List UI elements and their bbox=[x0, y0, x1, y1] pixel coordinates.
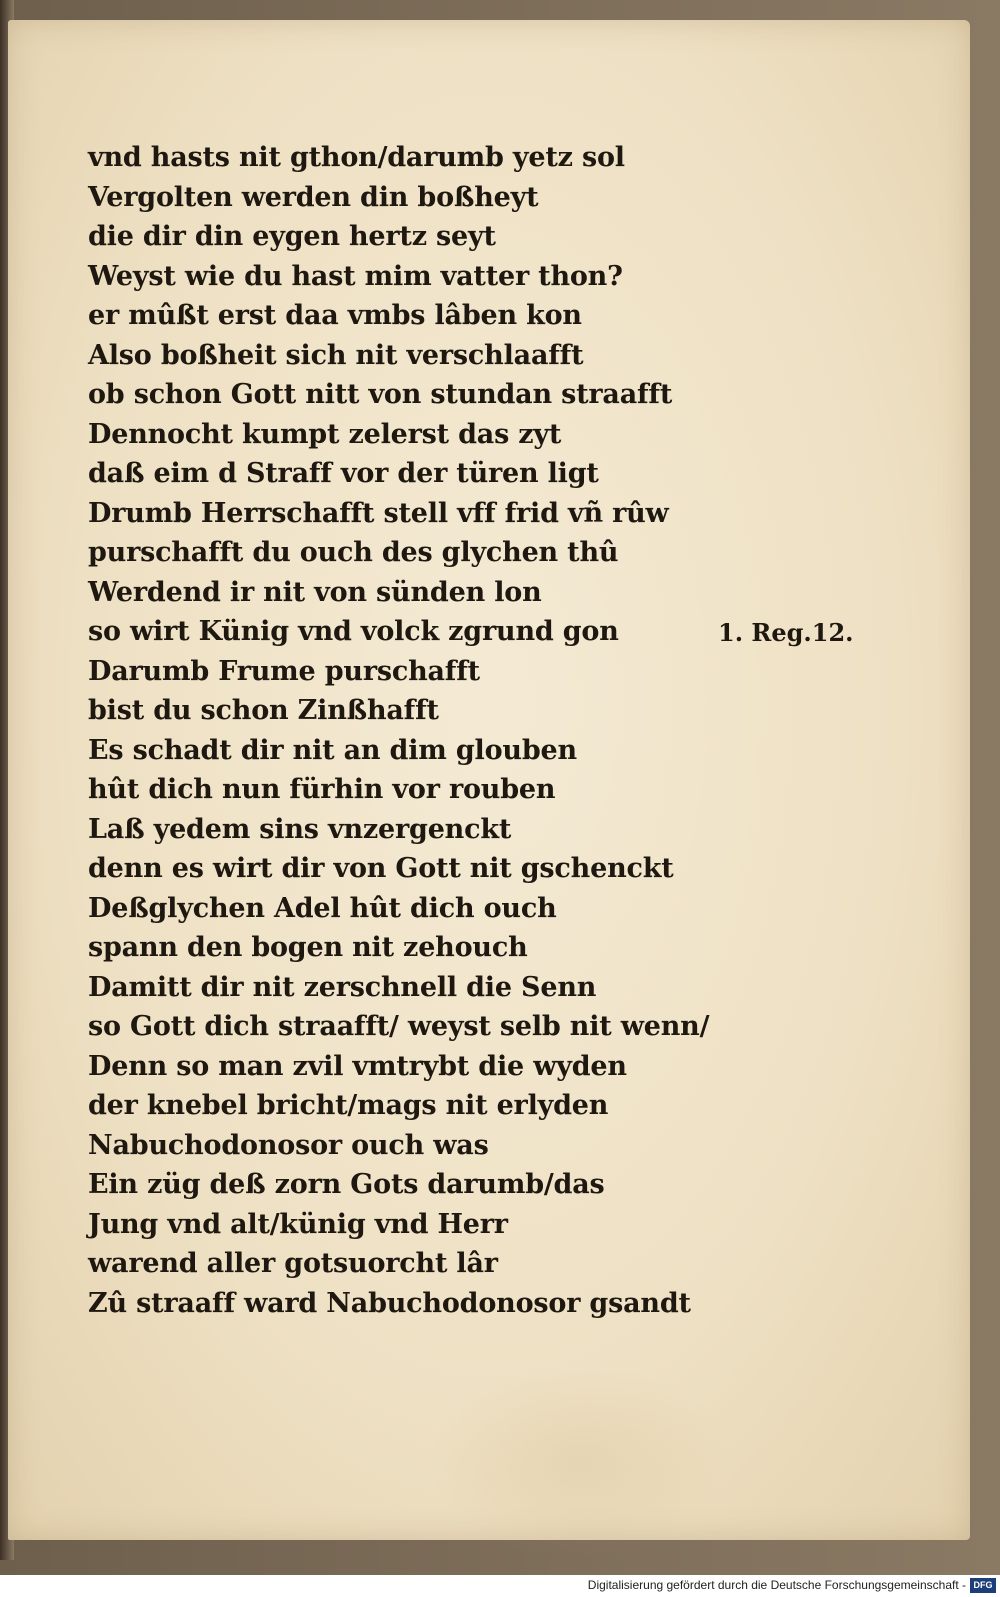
verse-line: Deßglychen Adel hût dich ouch bbox=[88, 892, 557, 924]
verse-line: Nabuchodonosor ouch was bbox=[88, 1129, 489, 1161]
verse-line: der knebel bricht/mags nit erlyden bbox=[88, 1090, 609, 1121]
verse-line: Vergolten werden din boßheyt bbox=[88, 181, 539, 213]
verse-line: Dennocht kumpt zelerst das zyt bbox=[88, 418, 562, 450]
verse-line: denn es wirt dir von Gott nit gschenckt bbox=[88, 853, 674, 884]
verse-line: Werdend ir nit von sünden lon bbox=[88, 576, 542, 608]
verse-line: Ein züg deß zorn Gots darumb/das bbox=[88, 1169, 605, 1200]
verse-line: Denn so man zvil vmtrybt die wyden bbox=[88, 1050, 627, 1082]
paper-stain bbox=[428, 1360, 728, 1560]
verse-line: Es schadt dir nit an dim glouben bbox=[88, 734, 577, 766]
verse-line: daß eim d Straff vor der türen ligt bbox=[88, 458, 599, 489]
dfg-logo: DFG bbox=[970, 1578, 996, 1593]
verse-line: ob schon Gott nitt von stundan straafft bbox=[88, 379, 673, 410]
verse-line: Damitt dir nit zerschnell die Senn bbox=[88, 971, 597, 1003]
verse-line: die dir din eygen hertz seyt bbox=[88, 221, 496, 252]
verse-line: Weyst wie du hast mim vatter thon? bbox=[88, 260, 623, 292]
verse-line: bist du schon Zinßhafft bbox=[88, 695, 439, 726]
verse-line: Jung vnd alt/künig vnd Herr bbox=[88, 1208, 508, 1240]
marginal-bible-reference: 1. Reg.12. bbox=[718, 618, 854, 647]
verse-line: vnd hasts nit gthon/darumb yetz sol bbox=[88, 142, 625, 173]
verse-line: Laß yedem sins vnzergenckt bbox=[88, 813, 512, 845]
digitization-footer bbox=[0, 1575, 1000, 1597]
verse-line: purschafft du ouch des glychen thû bbox=[88, 537, 619, 568]
verse-line: Also boßheit sich nit verschlaafft bbox=[88, 339, 584, 371]
verse-line: so Gott dich straafft/ weyst selb nit wenn/ bbox=[88, 1011, 710, 1042]
verse-line: Drumb Herrschafft stell vff frid vñ rûw bbox=[88, 497, 669, 529]
verse-line: warend aller gotsuorcht lâr bbox=[88, 1248, 498, 1279]
verse-line: so wirt Künig vnd volck zgrund gon bbox=[88, 616, 619, 647]
funding-credit: Digitalisierung gefördert durch die Deutsche Forschungsgemeinschaft - bbox=[587, 1578, 966, 1592]
verse-line: spann den bogen nit zehouch bbox=[88, 932, 528, 963]
verse-line: hût dich nun fürhin vor rouben bbox=[88, 774, 556, 805]
verse-line: Darumb Frume purschafft bbox=[88, 655, 480, 687]
verse-text-block bbox=[88, 138, 728, 1323]
verse-line: Zû straaff ward Nabuchodonosor gsandt bbox=[88, 1287, 691, 1319]
verse-line: er mûßt erst daa vmbs lâben kon bbox=[88, 300, 582, 331]
